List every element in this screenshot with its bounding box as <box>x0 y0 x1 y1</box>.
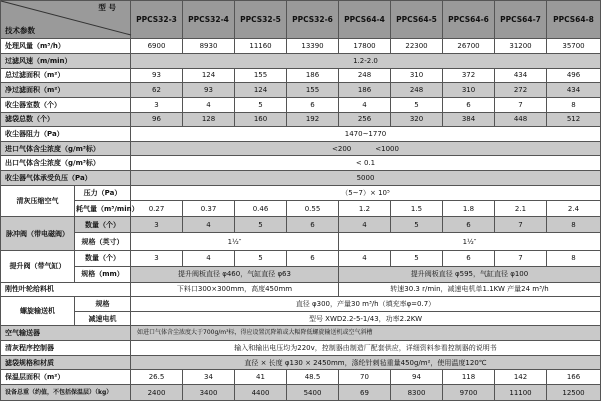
cell: 6 <box>443 217 495 233</box>
cell: 6 <box>287 97 339 112</box>
cell: 17800 <box>339 39 391 54</box>
cell: 69 <box>339 385 391 401</box>
cell: 3 <box>131 97 183 112</box>
row-label: 收尘器阻力（Pa） <box>1 127 131 142</box>
row-air-volume <box>1 39 601 54</box>
cell: 248 <box>391 83 443 98</box>
cell: 384 <box>443 112 495 127</box>
sub-label: 规格 <box>75 297 131 312</box>
cell: 35700 <box>547 39 601 54</box>
cell: 26.5 <box>131 370 183 385</box>
cell: 186 <box>339 83 391 98</box>
corner-model-label: 型 号 <box>98 3 116 12</box>
cell: 310 <box>443 83 495 98</box>
cell: 直径 × 长度 φ130 × 2450mm，涤纶针刺毡重量450g/m²，使用温度120℃ <box>131 355 601 370</box>
cell: 4 <box>339 251 391 267</box>
cell: 4 <box>183 217 235 233</box>
cell: 7 <box>495 251 547 267</box>
cell: 12500 <box>547 385 601 401</box>
row-filter-speed <box>1 53 601 68</box>
cell: 0.46 <box>235 201 287 217</box>
cell: 434 <box>547 83 601 98</box>
cell: 155 <box>235 68 287 83</box>
cell: 1½″ <box>131 233 339 251</box>
model-header: PPCS32-3 <box>131 1 183 39</box>
cell: 6 <box>443 251 495 267</box>
cell: 94 <box>391 370 443 385</box>
cell: 6 <box>287 217 339 233</box>
cell: 512 <box>547 112 601 127</box>
row-rotary-feeder <box>1 282 601 297</box>
cell: 5 <box>235 251 287 267</box>
row-label: 净过滤面积（m²） <box>1 83 131 98</box>
row-label: 空气输送器 <box>1 326 131 341</box>
row-label: 滤袋规格和材质 <box>1 355 131 370</box>
cell: 8 <box>547 97 601 112</box>
header-row <box>1 1 601 39</box>
row-label: 收尘器室数（个） <box>1 97 131 112</box>
cell: 6 <box>287 251 339 267</box>
sub-label: 规格（英寸） <box>75 233 131 251</box>
cell: 2400 <box>131 385 183 401</box>
cell: 320 <box>391 112 443 127</box>
cell: 48.5 <box>287 370 339 385</box>
row-label: 设备总重（约值，不包括保温层）（kg） <box>1 385 131 401</box>
cell: 272 <box>495 83 547 98</box>
cell: 5000 <box>131 171 601 186</box>
cell: 448 <box>495 112 547 127</box>
row-chambers <box>1 97 601 112</box>
cell: 310 <box>391 68 443 83</box>
cell: 4 <box>339 217 391 233</box>
cell: 3400 <box>183 385 235 401</box>
row-neg-pressure <box>1 171 601 186</box>
row-pulse-spec <box>1 233 601 251</box>
row-air-dryer <box>1 326 601 341</box>
row-weight <box>1 385 601 401</box>
row-label: 收尘器气体承受负压（Pa） <box>1 171 131 186</box>
model-header: PPCS64-6 <box>443 1 495 39</box>
row-controller <box>1 341 601 356</box>
sub-label: 数量（个） <box>75 217 131 233</box>
cell: 496 <box>547 68 601 83</box>
row-label: 出口气体含尘浓度（g/m³标） <box>1 156 131 171</box>
row-cleaning-pressure <box>1 185 601 201</box>
inlet-high: <1000 <box>375 144 399 153</box>
row-label: 刚性叶轮给料机 <box>1 282 131 297</box>
cell <box>131 141 601 156</box>
cell: 0.55 <box>287 201 339 217</box>
cell: 3 <box>131 251 183 267</box>
cell: 6 <box>443 97 495 112</box>
cell: 62 <box>131 83 183 98</box>
row-label: 进口气体含尘浓度（g/m³标） <box>1 141 131 156</box>
cell: 5 <box>391 97 443 112</box>
cell: 7 <box>495 97 547 112</box>
cell: 3 <box>131 217 183 233</box>
sub-label: 减速电机 <box>75 311 131 326</box>
row-lift-spec <box>1 266 601 282</box>
cell: 34 <box>183 370 235 385</box>
row-label: 滤袋总数（个） <box>1 112 131 127</box>
row-label: 总过滤面积（m²） <box>1 68 131 83</box>
cell: 96 <box>131 112 183 127</box>
cell: 5 <box>391 217 443 233</box>
model-header: PPCS64-8 <box>547 1 601 39</box>
cell: 124 <box>235 83 287 98</box>
cell: 如进口气体含尘浓度大于700g/m³标，得应设置沉降箱或大幅降低螺旋输送机或空气斜槽 <box>131 326 601 341</box>
cell: 6900 <box>131 39 183 54</box>
cell: 提升阀板直径 φ460，气缸直径 φ63 <box>131 266 339 282</box>
model-header: PPCS32-5 <box>235 1 287 39</box>
row-resistance <box>1 127 601 142</box>
corner-param-label: 技术参数 <box>5 26 35 36</box>
cell: 128 <box>183 112 235 127</box>
cell: 转速30.3 r/min，减速电机单1.1KW 产量24 m³/h <box>339 282 601 297</box>
row-label: 清灰程序控制器 <box>1 341 131 356</box>
cell: 8 <box>547 251 601 267</box>
header-corner <box>1 1 131 39</box>
sub-label: 规格（mm） <box>75 266 131 282</box>
row-cleaning-consumption <box>1 201 601 217</box>
cell: 8930 <box>183 39 235 54</box>
row-pulse-count <box>1 217 601 233</box>
cell: 4 <box>183 251 235 267</box>
row-label: 过滤风速（m/min） <box>1 53 131 68</box>
cell: 8 <box>547 217 601 233</box>
cell: 4 <box>339 97 391 112</box>
cell: 0.27 <box>131 201 183 217</box>
cell: 1½″ <box>339 233 601 251</box>
row-net-area <box>1 83 601 98</box>
cell: 4400 <box>235 385 287 401</box>
group-label: 螺旋输送机 <box>1 297 75 326</box>
row-screw-spec <box>1 297 601 312</box>
row-total-area <box>1 68 601 83</box>
row-lift-count <box>1 251 601 267</box>
cell: 256 <box>339 112 391 127</box>
cell: 13390 <box>287 39 339 54</box>
cell: 5400 <box>287 385 339 401</box>
sub-label: 耗气量（m³/min） <box>75 201 131 217</box>
cell: 93 <box>131 68 183 83</box>
cell: 型号 XWD2.2-5-1/43，功率2.2KW <box>131 311 601 326</box>
cell: 22300 <box>391 39 443 54</box>
group-label: 清灰压缩空气 <box>1 185 75 217</box>
cell: 1.8 <box>443 201 495 217</box>
cell: 0.37 <box>183 201 235 217</box>
row-inlet-conc <box>1 141 601 156</box>
row-outlet-conc <box>1 156 601 171</box>
cell: 93 <box>183 83 235 98</box>
model-header: PPCS64-4 <box>339 1 391 39</box>
model-header: PPCS32-4 <box>183 1 235 39</box>
cell: 1.2 <box>339 201 391 217</box>
cell: 142 <box>495 370 547 385</box>
cell: 提升阀板直径 φ595，气缸直径 φ100 <box>339 266 601 282</box>
cell: 1.5 <box>391 201 443 217</box>
cell: 124 <box>183 68 235 83</box>
cell: 26700 <box>443 39 495 54</box>
row-label: 保温层面积（m²） <box>1 370 131 385</box>
cell: （5~7）× 10⁵ <box>131 185 601 201</box>
cell: 118 <box>443 370 495 385</box>
cell: 4 <box>183 97 235 112</box>
model-header: PPCS64-5 <box>391 1 443 39</box>
sub-label: 数量（个） <box>75 251 131 267</box>
row-screw-motor <box>1 311 601 326</box>
cell: 160 <box>235 112 287 127</box>
cell: 输入和输出电压均为220v，控制器由制造厂配套供应，详细资料参看控制器的说明书 <box>131 341 601 356</box>
cell: 下料口300×300mm，高度450mm <box>131 282 339 297</box>
cell: 155 <box>287 83 339 98</box>
row-bags <box>1 112 601 127</box>
cell: 31200 <box>495 39 547 54</box>
cell: 1470~1770 <box>131 127 601 142</box>
cell: 248 <box>339 68 391 83</box>
cell: 8300 <box>391 385 443 401</box>
cell: 2.4 <box>547 201 601 217</box>
cell: 5 <box>235 217 287 233</box>
cell: 70 <box>339 370 391 385</box>
inlet-low: <200 <box>332 144 352 153</box>
row-label: 处理风量（m³/h） <box>1 39 131 54</box>
cell: 41 <box>235 370 287 385</box>
row-insulation-area <box>1 370 601 385</box>
cell: 166 <box>547 370 601 385</box>
group-label: 提升阀（带气缸） <box>1 251 75 283</box>
cell: 7 <box>495 217 547 233</box>
cell: 11100 <box>495 385 547 401</box>
cell: 11160 <box>235 39 287 54</box>
cell: 5 <box>235 97 287 112</box>
sub-label: 压力（Pa） <box>75 185 131 201</box>
model-header: PPCS32-6 <box>287 1 339 39</box>
cell: 434 <box>495 68 547 83</box>
cell: 9700 <box>443 385 495 401</box>
cell: < 0.1 <box>131 156 601 171</box>
cell: 1.2-2.0 <box>131 53 601 68</box>
model-header: PPCS64-7 <box>495 1 547 39</box>
cell: 186 <box>287 68 339 83</box>
group-label: 脉冲阀（带电磁阀） <box>1 217 75 251</box>
row-bag-spec <box>1 355 601 370</box>
cell: 直径 φ300，产量30 m³/h（填充率φ=0.7） <box>131 297 601 312</box>
cell: 192 <box>287 112 339 127</box>
cell: 372 <box>443 68 495 83</box>
cell: 5 <box>391 251 443 267</box>
cell: 2.1 <box>495 201 547 217</box>
